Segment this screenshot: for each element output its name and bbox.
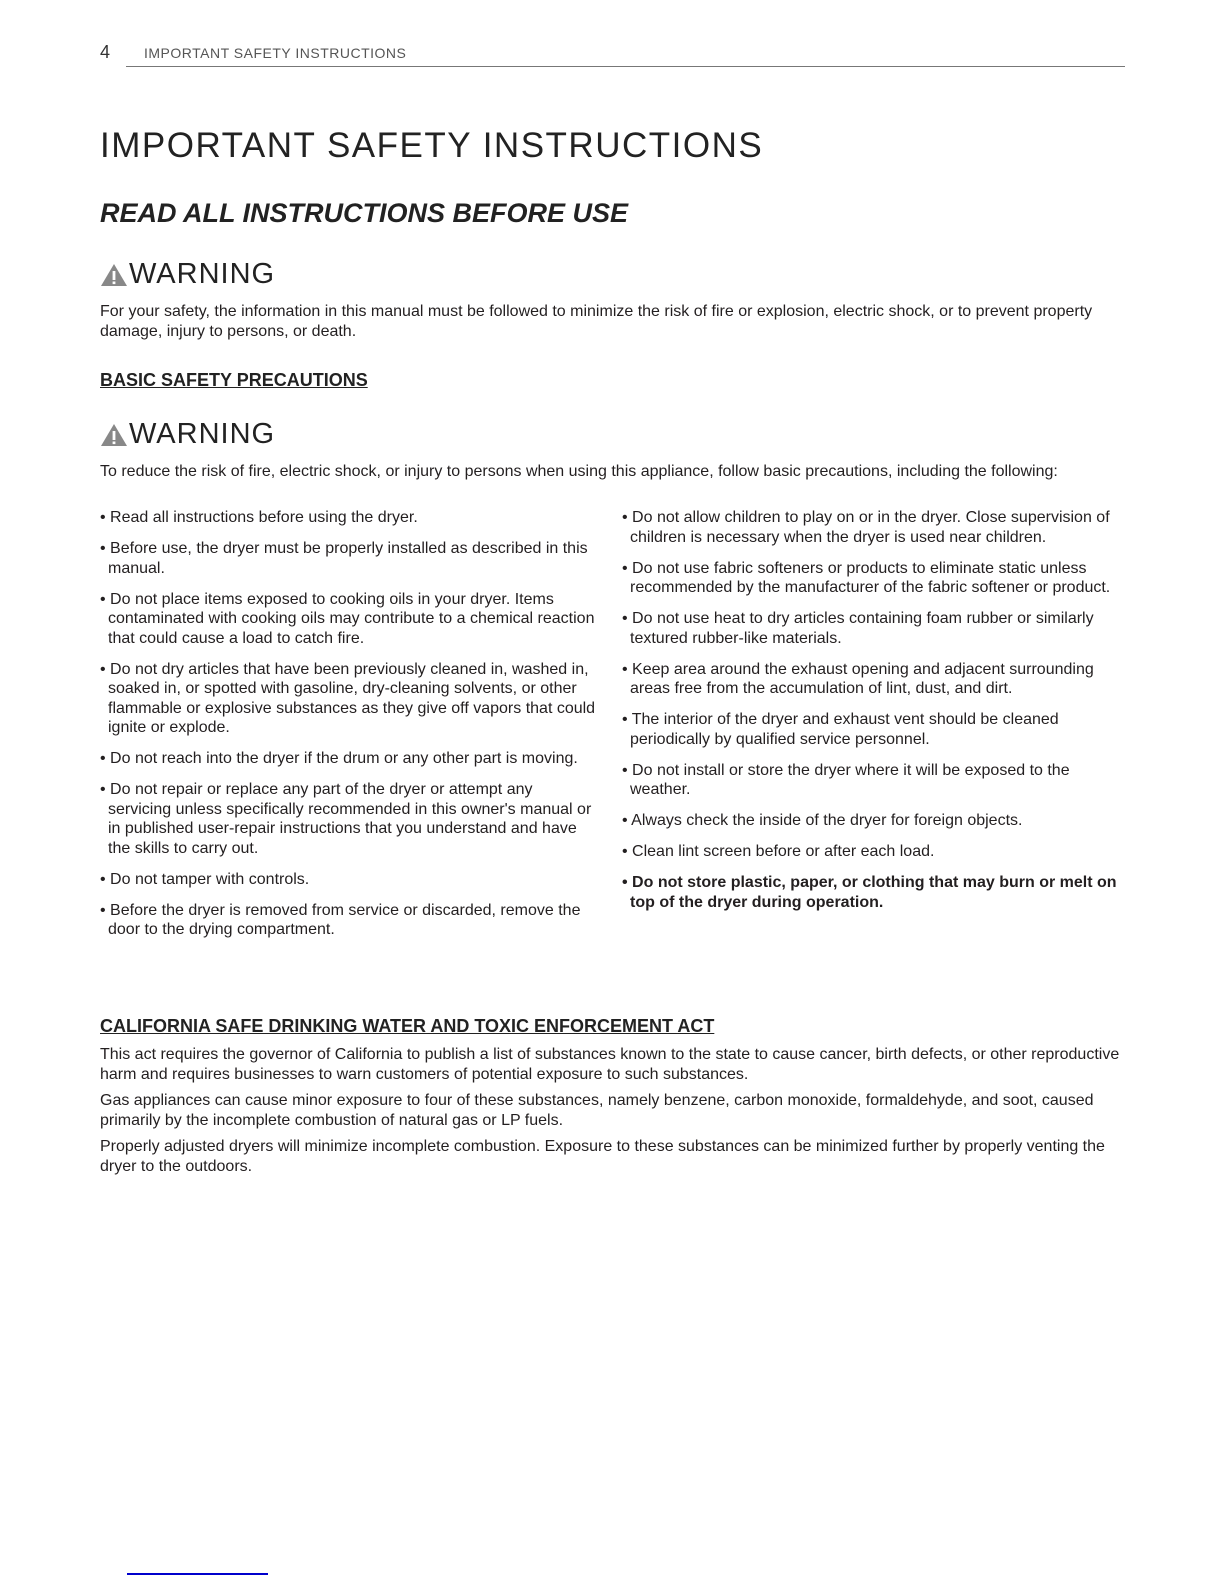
page-subtitle: READ ALL INSTRUCTIONS BEFORE USE (100, 198, 629, 228)
list-item: • Do not install or store the dryer where it will be exposed to the weather. (622, 761, 1070, 798)
list-item: • Keep area around the exhaust opening and adjacent surrounding areas free from the accumulation of lint, dust, and dirt. (622, 660, 1094, 697)
list-item: • Do not dry articles that have been previously cleaned in, washed in, soaked in, or spotted with gasoline, dry-cleaning solvents, or other flammable or explosive substances as they give off vapors that could ignite or explode. (100, 660, 596, 736)
list-item-emphasis: • Do not store plastic, paper, or clothing that may burn or melt on top of the dryer during operation. (622, 874, 1117, 911)
list-item: • Do not allow children to play on or in the dryer. Close supervision of children is necessary when the dryer is used near children. (622, 509, 1110, 546)
list-item: • Always check the inside of the dryer for foreign objects. (622, 812, 1023, 829)
list-item: • Do not use heat to dry articles containing foam rubber or similarly textured rubber-like materials. (622, 610, 1094, 647)
header-divider (126, 66, 1125, 67)
list-item: • Do not repair or replace any part of the dryer or attempt any servicing unless specifically recommended in this owner's manual or in published user-repair instructions that you understand and have the skills to carry out. (100, 781, 592, 857)
list-item: • Do not use fabric softeners or products to eliminate static unless recommended by the manufacturer of the fabric softener or product. (622, 559, 1111, 596)
warning-label: WARNING (129, 418, 276, 450)
list-item: • Before use, the dryer must be properly installed as described in this manual. (100, 540, 588, 577)
warning-heading (100, 418, 275, 451)
precautions-right-column (622, 508, 1122, 924)
list-item: • Do not reach into the dryer if the drum or any other part is moving. (100, 750, 578, 767)
california-text (100, 1045, 1130, 1183)
paragraph: This act requires the governor of California to publish a list of substances known to the state to cause cancer, birth defects, or other reproductive harm and requires businesses to warn customers of potential exposure to such substances. (100, 1046, 1120, 1083)
warning-triangle-icon (100, 263, 128, 287)
warning-text: For your safety, the information in this manual must be followed to minimize the risk of fire or explosion, electric shock, or to prevent property damage, injury to persons, or death. (100, 303, 1093, 340)
warning-heading (100, 258, 275, 291)
warning-label: WARNING (129, 258, 276, 290)
page-number: 4 (100, 42, 111, 62)
page-title: IMPORTANT SAFETY INSTRUCTIONS (100, 126, 764, 165)
list-item: • Before the dryer is removed from service or discarded, remove the door to the drying compartment. (100, 901, 581, 938)
paragraph: Properly adjusted dryers will minimize incomplete combustion. Exposure to these substances can be minimized further by properly venting the dryer to the outdoors. (100, 1138, 1105, 1175)
list-item: • Do not tamper with controls. (100, 870, 310, 888)
list-item: • Clean lint screen before or after each load. (622, 843, 935, 860)
list-item: • Read all instructions before using the dryer. (100, 509, 418, 526)
section-heading-california: CALIFORNIA SAFE DRINKING WATER AND TOXIC ENFORCEMENT ACT (100, 1016, 715, 1036)
precautions-left-column (100, 508, 600, 951)
paragraph: Gas appliances can cause minor exposure to four of these substances, namely benzene, carbon monoxide, formaldehyde, and soot, caused primarily by the incomplete combustion of natural gas or LP fuels. (100, 1092, 1094, 1129)
list-item: • The interior of the dryer and exhaust vent should be cleaned periodically by qualified service personnel. (622, 711, 1059, 748)
footer-rule (127, 1573, 268, 1575)
section-heading-basic: BASIC SAFETY PRECAUTIONS (100, 370, 368, 390)
running-header: IMPORTANT SAFETY INSTRUCTIONS (144, 45, 407, 61)
warning-triangle-icon (100, 423, 128, 447)
list-item: • Do not place items exposed to cooking oils in your dryer. Items contaminated with cooking oils may contribute to a chemical reaction that could cause a load to catch fire. (100, 590, 595, 647)
warning-text: To reduce the risk of fire, electric shock, or injury to persons when using this appliance, follow basic precautions, including the following: (100, 463, 1058, 480)
